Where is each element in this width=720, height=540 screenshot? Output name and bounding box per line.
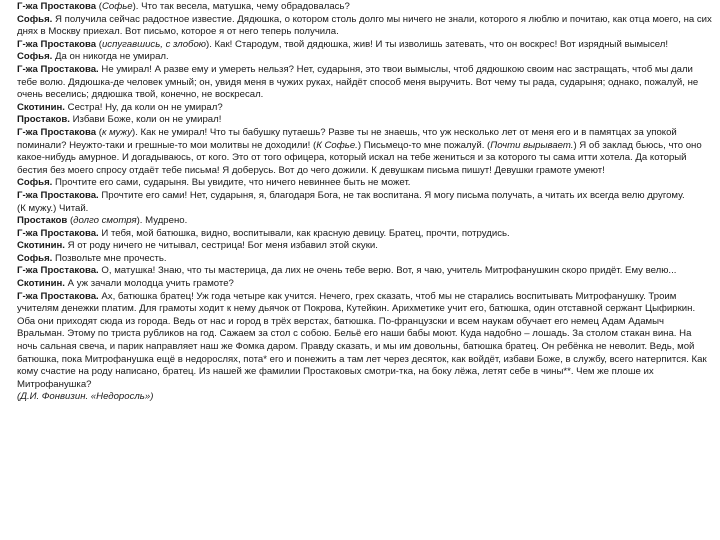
stage-direction: долго смотря	[73, 215, 137, 227]
line-text: Не умирал! А разве ему и умереть нельзя? Нет, сударыня, это твои вымыслы, чтоб дядюшкою своим нас застращать, чтоб мы дали тебе волю. Дядюшка-де человек умный; он, увидя меня в чужих руках, найдёт способ меня выручить. Вот чему ты рада, сударыня; однако, пожалуй, не очень веселись; дядюшка твой, конечно, не воскресал.	[17, 63, 699, 101]
dialogue-line	[17, 14, 714, 39]
stage-direction: Почти вырывает.	[490, 139, 574, 151]
speaker-name: Скотинин.	[17, 240, 65, 252]
stage-direction: (Д.И. Фонвизин. «Недоросль»)	[17, 391, 154, 403]
dialogue-line	[17, 215, 714, 228]
line-text: И тебя, мой батюшка, видно, воспитывали, как красную девицу. Братец, прочти, потрудись.	[98, 227, 510, 239]
play-excerpt	[17, 1, 714, 404]
line-text: А уж зачали молодца учить грамоте?	[64, 278, 234, 290]
line-text: (	[96, 126, 102, 138]
line-text: ) Я об заклад бьюсь, что оно какое-нибудь амурное. И догадываюсь, от кого. Это от того офицера, который искал на тебе жениться и за которого ты сама итти хотела. Да который бестия без моего спросу отдаёт тебе письма! Я доберусь. Вот до чего дожили. К девушкам письма пишут! Девушки грамоте умеют!	[17, 139, 702, 176]
line-text: (	[67, 215, 74, 227]
speaker-name: Г-жа Простакова.	[17, 63, 99, 75]
dialogue-line	[17, 127, 714, 177]
speaker-name: Софья.	[17, 177, 53, 189]
source-citation	[17, 391, 714, 404]
speaker-name: Г-жа Простакова.	[17, 290, 99, 302]
speaker-name: Софья.	[17, 13, 53, 25]
line-text: ). Как не умирал! Что ты бабушку путаешь? Разве ты не знаешь, что уж несколько лет от меня его и в памятцах за упокой поминали? Неужто-таки и грешные-то мои молитвы не доходили! (	[17, 126, 677, 151]
speaker-name: Софья.	[17, 252, 53, 264]
line-text: Прочтите его сами, сударыня. Вы увидите, что ничего невиннее быть не может.	[52, 177, 411, 189]
speaker-name: Простаков.	[17, 114, 70, 126]
speaker-name: Г-жа Простакова	[17, 126, 97, 138]
dialogue-line	[17, 190, 714, 215]
dialogue-line	[17, 291, 714, 392]
stage-direction: к мужу	[101, 126, 133, 138]
line-text: ). Мудрено.	[136, 215, 188, 227]
dialogue-line	[17, 253, 714, 266]
speaker-name: Софья.	[17, 51, 53, 63]
dialogue-line	[17, 51, 714, 64]
dialogue-line	[17, 240, 714, 253]
stage-direction: Софье	[101, 1, 133, 12]
dialogue-line	[17, 64, 714, 102]
speaker-name: Г-жа Простакова.	[17, 265, 99, 277]
dialogue-line	[17, 177, 714, 190]
line-text: (	[96, 1, 102, 12]
line-text: ). Что так весела, матушка, чему обрадовалась?	[132, 1, 350, 12]
line-text: Избави Боже, коли он не умирал!	[69, 114, 222, 126]
dialogue-line	[17, 114, 714, 127]
line-text: О, матушка! Знаю, что ты мастерица, да лих не очень тебе верю. Вот, я чаю, учитель Митрофанушкин скоро придёт. Ему велю...	[98, 265, 677, 277]
stage-direction: испугавшись, с злобою	[101, 38, 206, 50]
line-text: Прочтите его сами! Нет, сударыня, я, благодаря Бога, не так воспитана. Я могу письма получать, а читать их всегда велю другому.	[98, 189, 685, 201]
dialogue-line	[17, 102, 714, 115]
speaker-name: Простаков	[17, 215, 68, 227]
dialogue-line	[17, 265, 714, 278]
line-text: ) Письмецо-то мне пожалуй. (	[357, 139, 491, 151]
speaker-name: Скотинин.	[17, 101, 65, 113]
dialogue-line	[17, 1, 714, 14]
dialogue-line	[17, 278, 714, 291]
line-text: Позвольте мне прочесть.	[52, 252, 167, 264]
line-text: (К мужу.) Читай.	[17, 202, 89, 214]
speaker-name: Г-жа Простакова	[17, 1, 97, 12]
dialogue-line	[17, 39, 714, 52]
line-text: Сестра! Ну, да коли он не умирал?	[64, 101, 223, 113]
line-text: Я получила сейчас радостное известие. Дядюшка, о котором столь долго мы ничего не знали, которого я люблю и почитаю, как отца моего, на сих днях в Москву приехал. Вот письмо, которое я от него теперь получила.	[17, 13, 712, 38]
speaker-name: Скотинин.	[17, 278, 65, 290]
stage-direction: К Софье.	[316, 139, 358, 151]
line-text: ). Как! Стародум, твой дядюшка, жив! И ты изволишь затевать, что он воскрес! Вот изрядный вымысел!	[206, 38, 669, 50]
line-text: Ах, батюшка братец! Уж года четыре как учится. Нечего, грех сказать, чтоб мы не старались воспитывать Митрофанушку. Троим учителям денежки платим. Для грамоты ходит к нему дьячок от Покрова, Кутейкин. Арихметике учит его, батюшка, один отставной сержант Цыфиркин. Оба они приходят сюда из города. Ведь от нас и город в трёх верстах, батюшка. По-французски и всем наукам обучает его немец Адам Адамыч Вральман. Этому по триста рубликов на год. Сажаем за стол с собою. Бельё его наши бабы моют. Куда надобно – лошадь. За столом стакан вина. На ночь сальная свеча, и парик направляет наш же Фомка даром. Правду сказать, и мы им довольны, батюшка братец. Он ребёнка не неволит. Ведь, мой батюшка, пока Митрофанушка ещё в недорослях, пота* его и понежить а там лет через десяток, как войдёт, избави Боже, в службу, всего натерпится. Как кому счастие на роду написано, братец. Из нашей же фамилии Простаковых смотри-тка, на боку лёжа, летят себе в чины**. Чем же плоше их Митрофанушка?	[17, 290, 707, 390]
line-text: Да он никогда не умирал.	[52, 51, 169, 63]
speaker-name: Г-жа Простакова	[17, 38, 97, 50]
speaker-name: Г-жа Простакова.	[17, 189, 99, 201]
dialogue-line	[17, 228, 714, 241]
line-text: Я от роду ничего не читывал, сестрица! Бог меня избавил этой скуки.	[64, 240, 378, 252]
line-text: (	[96, 38, 102, 50]
speaker-name: Г-жа Простакова.	[17, 227, 99, 239]
